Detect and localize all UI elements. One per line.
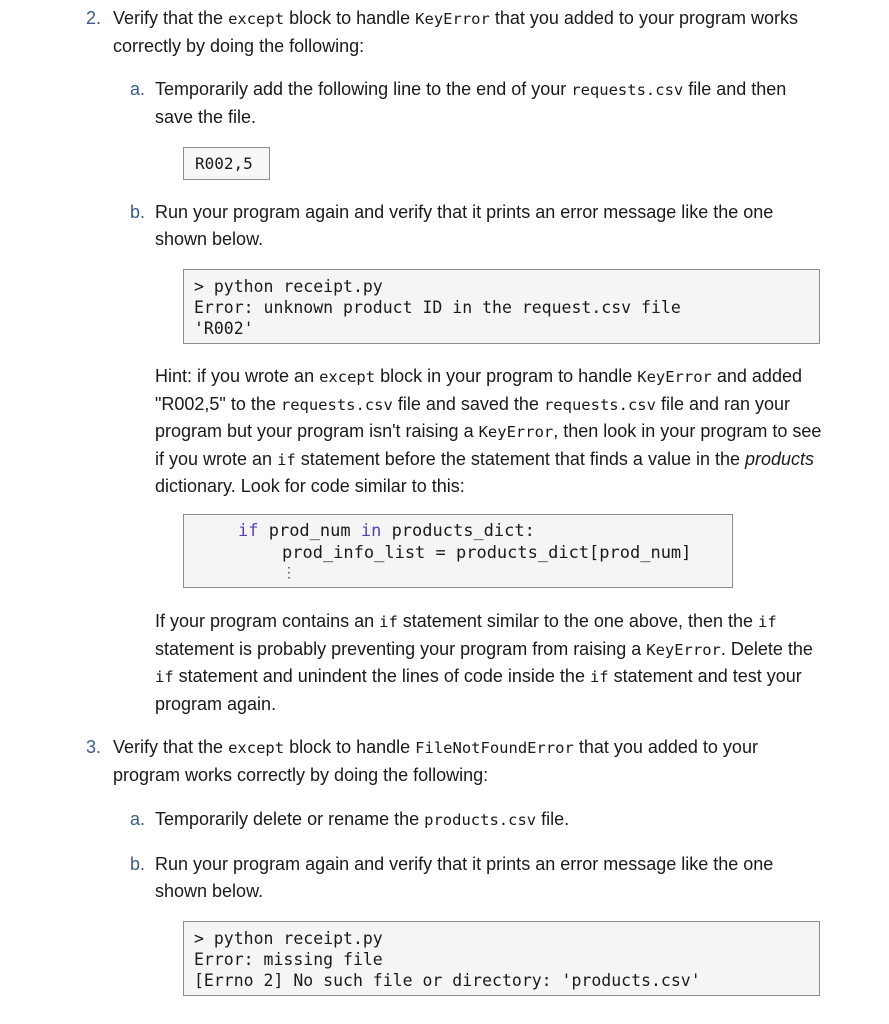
item-3b-text: Run your program again and verify that it prints an error message like the one shown below. [155,854,774,901]
console-line: Error: unknown product ID in the request.csv file [194,298,681,317]
hint-paragraph: Hint: if you wrote an except block in your program to handle KeyError and added "R002,5" to the requests.csv file and saved the requests.csv file and ran your program but your program isn't raising a KeyError, then look in your program to see if you wrote an if statement before the statement that finds a value in the products dictionary. Look for code similar to this: [155,366,822,496]
item-2-number: 2. [86,8,102,28]
if-statement-paragraph: If your program contains an if statement similar to the one above, then the if statement is probably preventing your program from raising a KeyError. Delete the if statement and unindent the lines of code inside the if statement and test your program again. [155,611,813,714]
item-2-text: Verify that the except block to handle KeyError that you added to your program works correctly by doing the following: [113,8,798,56]
item-2a-text: Temporarily add the following line to the end of your requests.csv file and then save the file. [155,79,787,127]
console-output-filenotfound [183,921,820,996]
console-line: Error: missing file [194,950,383,969]
console-line: > python receipt.py [194,929,383,948]
item-3-text: Verify that the except block to handle FileNotFoundError that you added to your program works correctly by doing the following: [113,737,758,785]
code-line-2: prod_info_list = products_dict[prod_num] [282,542,692,563]
item-3-number: 3. [86,737,102,757]
item-3a-letter: a. [130,809,146,829]
code-line-1: if prod_num in products_dict: [238,521,535,541]
code-snippet-box [183,514,733,588]
item-2b-text: Run your program again and verify that it prints an error message like the one shown below. [155,202,774,249]
console-line: > python receipt.py [194,277,383,296]
console-line: [Errno 2] No such file or directory: 'products.csv' [194,971,701,990]
item-2a-letter: a. [130,79,146,99]
console-output-keyerror [183,269,820,344]
item-3a-text: Temporarily delete or rename the products.csv file. [155,809,570,829]
code-ellipsis: ⋮ [282,565,296,581]
item-3b-letter: b. [130,854,146,874]
item-2b-letter: b. [130,202,146,222]
r002-line-box: R002,5 [183,147,270,180]
console-line: 'R002' [194,319,254,338]
